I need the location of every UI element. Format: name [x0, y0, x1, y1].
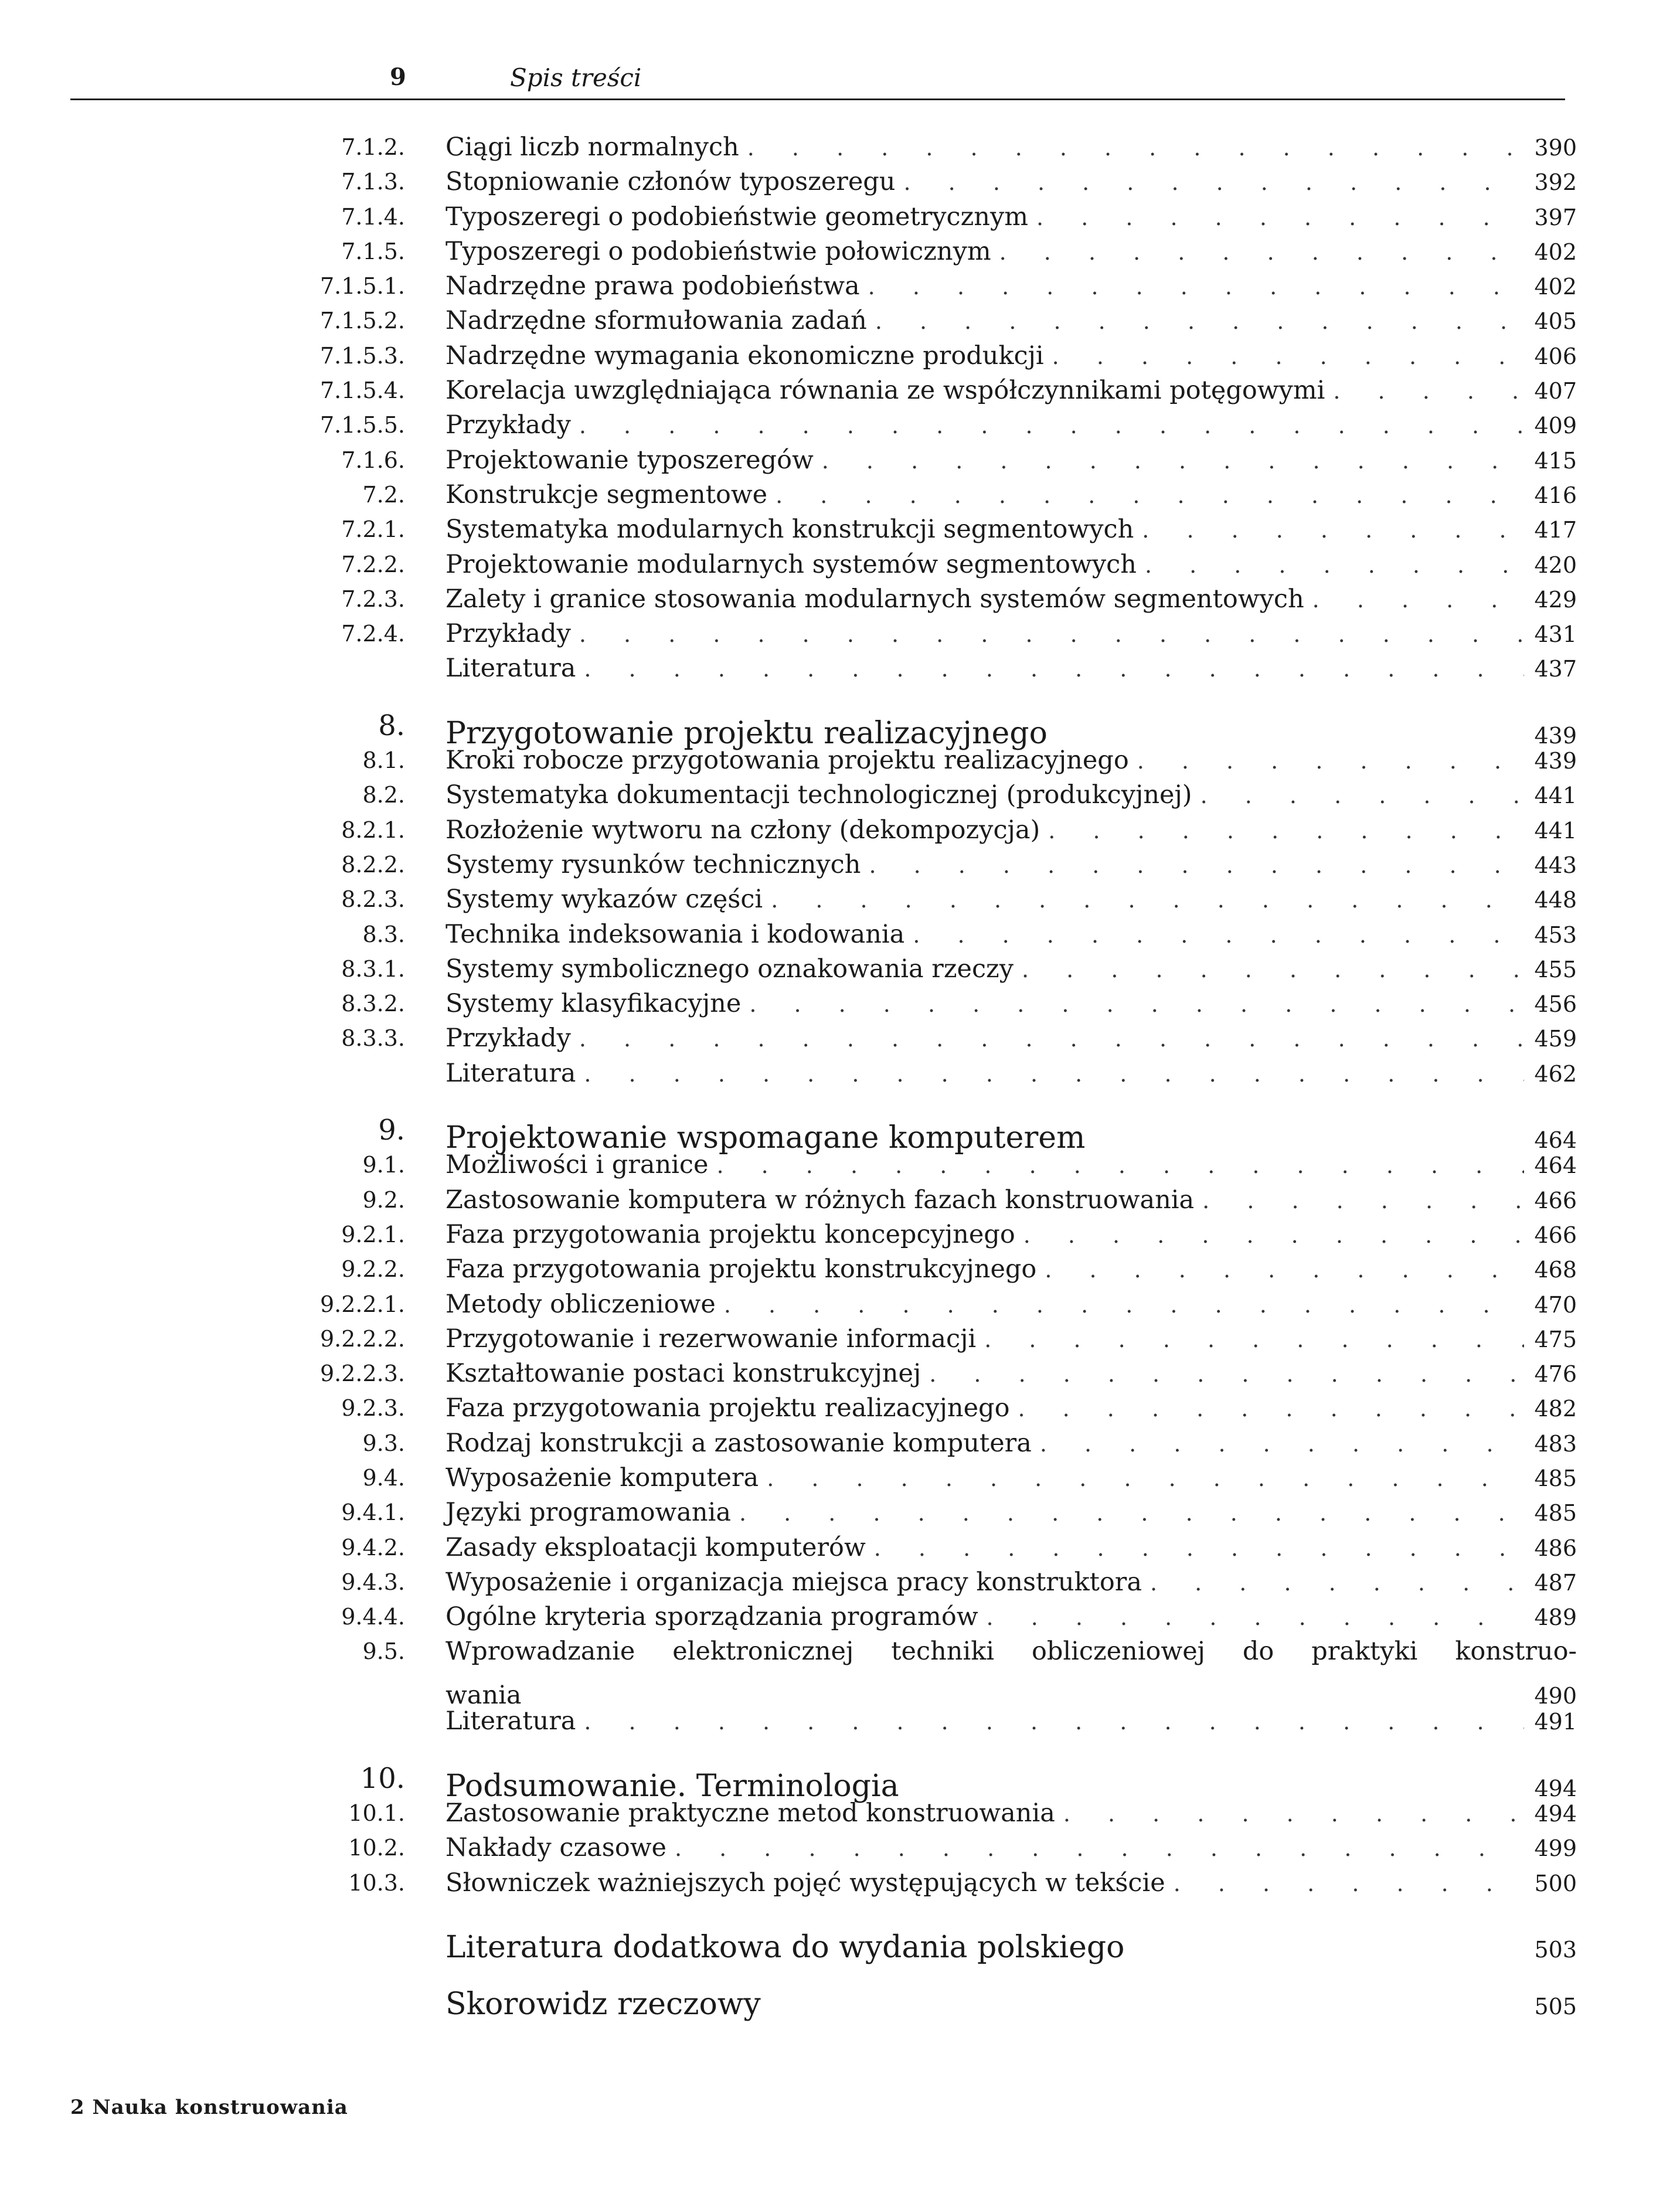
toc-entry-line [445, 1183, 1577, 1218]
toc-entry-page: 500 [1534, 1870, 1577, 1896]
footer-signature: 2 Nauka konstruowania [70, 2096, 348, 2119]
toc-entry-title: Podsumowanie. Terminologia [445, 1768, 899, 1804]
toc-entry [0, 1565, 1680, 1600]
toc-entry-line [445, 651, 1577, 686]
toc-entry-title-continuation: wania [445, 1681, 522, 1711]
toc-entry-page: 448 [1534, 887, 1577, 913]
toc-entry-line [445, 1322, 1577, 1357]
page-header [70, 63, 1565, 100]
toc-entry-number: 7.1.5.1. [319, 273, 405, 300]
toc-entry-title: Literatura [445, 1058, 576, 1088]
toc-entry [0, 1218, 1680, 1252]
toc-entry-title: Zasady eksploatacji komputerów [445, 1532, 866, 1562]
dot-leader [747, 131, 1524, 165]
toc-entry-page: 405 [1534, 308, 1577, 335]
toc-entry-number: 8.3.3. [341, 1025, 405, 1052]
toc-entry-page: 503 [1534, 1936, 1577, 1963]
toc-entry [0, 130, 1680, 165]
toc-entry [0, 1866, 1680, 1900]
dot-leader [999, 235, 1524, 270]
toc-entry [0, 1252, 1680, 1287]
toc-entry-number: 7.1.4. [341, 203, 405, 230]
toc-entry-number: 9.2.2.2. [319, 1325, 405, 1352]
toc-entry-title: Korelacja uwzględniająca równania ze współczynnikami potęgowymi [445, 376, 1325, 406]
toc-entry-title: Literatura dodatkowa do wydania polskiego [445, 1929, 1125, 1965]
dot-leader [530, 1669, 1524, 1704]
toc-entry [0, 1831, 1680, 1865]
toc-entry-line [445, 1531, 1577, 1566]
toc-entry-page: 431 [1534, 621, 1577, 648]
toc-entry [0, 778, 1680, 812]
dot-leader [771, 883, 1524, 917]
toc-entry-line [445, 1391, 1577, 1426]
toc-entry-number: 8.3.2. [341, 991, 405, 1017]
toc-entry-title: Nakłady czasowe [445, 1833, 666, 1863]
toc-entry-title: Przygotowanie projektu realizacyjnego [445, 715, 1048, 751]
dot-leader [1045, 1253, 1524, 1287]
toc-entry-line [445, 548, 1577, 583]
dot-leader [1150, 1566, 1524, 1600]
toc-entry-title: Rodzaj konstrukcji a zastosowanie komputera [445, 1428, 1032, 1458]
dot-leader [1333, 374, 1524, 409]
toc-entry-page: 490 [1534, 1683, 1577, 1709]
toc-entry-line [445, 478, 1577, 513]
toc-entry-number: 7.2.1. [341, 516, 405, 543]
toc-entry-page: 464 [1534, 1127, 1577, 1154]
toc-entry-line [445, 512, 1577, 548]
dot-leader [584, 1057, 1524, 1092]
toc-entry-page: 494 [1534, 1775, 1577, 1801]
toc-entry-number: 9.2.2.3. [319, 1361, 405, 1387]
dot-leader [716, 1148, 1524, 1183]
toc-entry [0, 1980, 1680, 2022]
toc-entry-number: 9.2.2.1. [319, 1291, 405, 1317]
toc-entry-line [445, 1704, 1577, 1739]
toc-entry-line [445, 408, 1577, 443]
toc-entry-title: Typoszeregi o podobieństwie połowicznym [445, 236, 991, 266]
toc-entry-line [445, 200, 1577, 235]
toc-entry-line [445, 778, 1577, 813]
toc-entry-page: 402 [1534, 274, 1577, 300]
toc-entry-line [445, 165, 1577, 200]
toc-entry [0, 1796, 1680, 1831]
toc-entry [0, 1461, 1680, 1495]
toc-entry-number: 10. [360, 1762, 405, 1795]
dot-leader [913, 918, 1524, 953]
toc-entry-title: Literatura [445, 1706, 576, 1736]
toc-entry-page: 441 [1534, 817, 1577, 844]
toc-entry-number: 9.2.3. [341, 1395, 405, 1422]
toc-entry-title: Nadrzędne sformułowania zadań [445, 306, 867, 336]
dot-leader [868, 270, 1524, 304]
toc-entry [0, 1148, 1680, 1182]
toc-entry-line [445, 1021, 1577, 1056]
dot-leader [874, 1531, 1524, 1566]
toc-entry-number: 7.2.2. [341, 551, 405, 577]
toc-entry-page: 417 [1534, 517, 1577, 543]
dot-leader [1142, 513, 1524, 548]
dot-leader [1145, 548, 1524, 583]
table-of-contents [0, 130, 1680, 2022]
toc-entry-line [445, 1831, 1577, 1866]
toc-entry-title: Nadrzędne wymagania ekonomiczne produkcji [445, 341, 1044, 370]
toc-entry-line [445, 743, 1577, 778]
dot-leader [579, 409, 1524, 443]
toc-entry-title: Konstrukcje segmentowe [445, 480, 768, 509]
dot-leader [869, 848, 1524, 883]
toc-entry [0, 582, 1680, 617]
dot-leader [584, 652, 1524, 686]
toc-entry [0, 987, 1680, 1021]
dot-leader [904, 165, 1525, 200]
toc-entry [0, 1113, 1680, 1156]
toc-entry-number: 8.1. [362, 747, 405, 774]
toc-entry [0, 339, 1680, 373]
toc-entry [0, 373, 1680, 408]
toc-entry-number: 8.2. [362, 782, 405, 808]
header-page-number: 9 [390, 63, 406, 91]
toc-entry-page: 483 [1534, 1430, 1577, 1457]
toc-entry-number: 9.3. [362, 1430, 405, 1456]
toc-entry [0, 1495, 1680, 1530]
dot-leader [767, 1461, 1524, 1496]
toc-entry-page: 485 [1534, 1500, 1577, 1526]
toc-entry-page: 505 [1534, 1994, 1577, 2020]
toc-entry-title: Skorowidz rzeczowy [445, 1987, 761, 2022]
toc-entry-number: 9.4.2. [341, 1534, 405, 1560]
toc-entry-page: 489 [1534, 1604, 1577, 1631]
toc-entry-number: 9.2.2. [341, 1256, 405, 1283]
toc-entry [0, 1391, 1680, 1426]
dot-leader [1093, 1113, 1524, 1148]
toc-entry-page: 407 [1534, 378, 1577, 404]
toc-entry-page: 402 [1534, 239, 1577, 265]
toc-entry-page: 482 [1534, 1396, 1577, 1422]
toc-entry [0, 1322, 1680, 1356]
toc-entry-page: 455 [1534, 956, 1577, 982]
toc-entry-title: Możliwości i granice [445, 1150, 709, 1180]
toc-entry [0, 617, 1680, 651]
toc-entry [0, 548, 1680, 582]
toc-entry [0, 1183, 1680, 1218]
toc-entry-title: Faza przygotowania projektu koncepcyjnego [445, 1219, 1015, 1249]
toc-entry-number: 8.3. [362, 921, 405, 947]
dot-leader [749, 987, 1524, 1022]
toc-entry-title: Ogólne kryteria sporządzania programów [445, 1602, 978, 1632]
toc-entry-title: Systemy wykazów części [445, 885, 763, 914]
toc-entry-title: Technika indeksowania i kodowania [445, 919, 905, 949]
toc-entry-number: 8.2.1. [341, 817, 405, 843]
dot-leader [1312, 583, 1524, 617]
toc-entry-line [445, 443, 1577, 478]
toc-entry-line [445, 339, 1577, 374]
toc-entry-page: 406 [1534, 343, 1577, 369]
toc-entry-line [445, 1980, 1577, 2024]
toc-entry-page: 487 [1534, 1569, 1577, 1596]
toc-entry-title: Wprowadzanie elektronicznej techniki obliczeniowej do praktyki konstruo- [445, 1637, 1577, 1667]
dot-leader [1018, 1392, 1524, 1426]
toc-entry-page: 491 [1534, 1709, 1577, 1735]
toc-entry-title: Zastosowanie komputera w różnych fazach konstruowania [445, 1185, 1195, 1215]
toc-entry-number: 9.4.1. [341, 1500, 405, 1526]
dot-leader [1036, 200, 1524, 235]
dot-leader [929, 1357, 1524, 1392]
toc-entry [0, 165, 1680, 199]
toc-entry-title: Systemy klasyfikacyjne [445, 989, 742, 1019]
toc-entry-page: 462 [1534, 1060, 1577, 1087]
toc-entry-title: Zastosowanie praktyczne metod konstruowania [445, 1798, 1055, 1828]
toc-entry-title: Projektowanie modularnych systemów segmentowych [445, 549, 1137, 579]
toc-entry [0, 1923, 1680, 1965]
toc-entry-title: Typoszeregi o podobieństwie geometrycznym [445, 202, 1029, 232]
dot-leader [1063, 1797, 1524, 1831]
dot-leader [1056, 709, 1524, 743]
toc-entry [0, 1356, 1680, 1391]
toc-entry-title: Wyposażenie komputera [445, 1463, 759, 1492]
toc-entry-page: 429 [1534, 586, 1577, 613]
toc-entry [0, 512, 1680, 547]
toc-entry [0, 408, 1680, 443]
toc-entry-number: 10.2. [348, 1835, 405, 1861]
toc-entry [0, 443, 1680, 478]
toc-entry-line [445, 1148, 1577, 1183]
dot-leader [579, 1022, 1524, 1056]
toc-entry-title: Przygotowanie i rezerwowanie informacji [445, 1324, 977, 1354]
toc-entry [0, 1600, 1680, 1634]
dot-leader [984, 1322, 1524, 1357]
toc-entry-line [445, 1495, 1577, 1531]
toc-entry-title: Projektowanie wspomagane komputerem [445, 1120, 1086, 1156]
toc-entry [0, 651, 1680, 686]
toc-entry-number: 7.1.2. [341, 134, 405, 160]
dot-leader [724, 1288, 1524, 1322]
toc-entry-line [445, 269, 1577, 304]
toc-entry-number: 9.4. [362, 1464, 405, 1491]
dot-leader [987, 1600, 1524, 1635]
toc-entry-title: Ciągi liczb normalnych [445, 132, 739, 162]
toc-entry [0, 1634, 1680, 1711]
toc-entry-number: 9.1. [362, 1152, 405, 1178]
toc-entry-page: 420 [1534, 552, 1577, 578]
toc-entry-title: Zalety i granice stosowania modularnych systemów segmentowych [445, 584, 1304, 614]
toc-entry-line [445, 1923, 1577, 1967]
dot-leader [1133, 1923, 1524, 1957]
toc-entry-title: Stopniowanie członów typoszeregu [445, 167, 896, 197]
toc-entry-page: 456 [1534, 991, 1577, 1018]
toc-entry-title: Systematyka dokumentacji technologicznej (produkcyjnej) [445, 780, 1192, 810]
toc-entry-number: 7.1.5. [341, 238, 405, 264]
toc-entry-number: 7.2. [362, 481, 405, 508]
toc-entry-title: Faza przygotowania projektu konstrukcyjnego [445, 1254, 1037, 1284]
toc-entry [0, 1287, 1680, 1322]
toc-entry [0, 1056, 1680, 1091]
toc-entry-line [445, 1056, 1577, 1092]
dot-leader [822, 444, 1524, 478]
toc-entry-number: 7.1.5.5. [319, 412, 405, 438]
toc-entry-line [445, 917, 1577, 953]
toc-entry-line [445, 848, 1577, 883]
toc-entry [0, 743, 1680, 778]
toc-entry-number: 7.1.5.2. [319, 308, 405, 334]
toc-entry-line [445, 1356, 1577, 1392]
toc-entry-page: 485 [1534, 1465, 1577, 1491]
toc-entry-number: 9.2. [362, 1186, 405, 1213]
dot-leader [769, 1980, 1524, 2014]
toc-entry-title: Przykłady [445, 1024, 571, 1053]
toc-entry-line [445, 1565, 1577, 1600]
toc-entry-number: 8. [378, 709, 405, 742]
toc-entry-line [445, 1252, 1577, 1287]
toc-entry [0, 478, 1680, 512]
dot-leader [584, 1705, 1524, 1739]
toc-entry-title: Faza przygotowania projektu realizacyjnego [445, 1393, 1010, 1423]
dot-leader [1052, 339, 1524, 374]
toc-entry-title: Słowniczek ważniejszych pojęć występujących w tekście [445, 1868, 1165, 1898]
toc-entry-title: Przykłady [445, 410, 571, 440]
toc-entry-number: 9. [378, 1114, 405, 1147]
toc-entry-line [445, 130, 1577, 165]
toc-entry-number: 10.3. [348, 1869, 405, 1896]
dot-leader [1023, 1218, 1524, 1253]
toc-entry-number: 7.1.5.3. [319, 342, 405, 369]
dot-leader [875, 304, 1524, 339]
toc-entry-page: 437 [1534, 656, 1577, 682]
toc-entry-number: 9.5. [362, 1638, 405, 1665]
toc-entry-page: 476 [1534, 1361, 1577, 1388]
toc-entry-title: Języki programowania [445, 1498, 731, 1528]
toc-entry-page: 475 [1534, 1326, 1577, 1352]
toc-entry-number: 9.4.4. [341, 1604, 405, 1630]
toc-entry-page: 409 [1534, 413, 1577, 439]
toc-entry-title: Systematyka modularnych konstrukcji segmentowych [445, 515, 1134, 545]
toc-entry [0, 1704, 1680, 1739]
dot-leader [739, 1496, 1524, 1531]
dot-leader [776, 478, 1524, 513]
toc-entry [0, 848, 1680, 882]
toc-entry-page: 397 [1534, 204, 1577, 230]
toc-entry-page: 470 [1534, 1291, 1577, 1318]
toc-entry-page: 464 [1534, 1152, 1577, 1179]
toc-entry-page: 392 [1534, 169, 1577, 196]
toc-entry-page: 415 [1534, 447, 1577, 474]
toc-entry-page: 453 [1534, 922, 1577, 948]
toc-entry-line [445, 813, 1577, 848]
toc-entry-number: 8.2.2. [341, 851, 405, 878]
toc-entry-number: 9.4.3. [341, 1569, 405, 1595]
dot-leader [1174, 1866, 1524, 1901]
toc-entry-number: 9.2.1. [341, 1221, 405, 1247]
toc-entry-title: Wyposażenie i organizacja miejsca pracy konstruktora [445, 1567, 1142, 1597]
toc-entry-line [445, 617, 1577, 652]
toc-entry-number: 7.2.3. [341, 586, 405, 612]
toc-entry [0, 1531, 1680, 1565]
toc-entry-line [445, 1796, 1577, 1831]
toc-entry-title: Literatura [445, 654, 576, 684]
toc-entry [0, 917, 1680, 952]
header-title: Spis treści [510, 63, 642, 92]
toc-entry-page: 466 [1534, 1222, 1577, 1248]
toc-entry [0, 1762, 1680, 1804]
dot-leader [675, 1831, 1524, 1866]
toc-entry-title: Nadrzędne prawa podobieństwa [445, 271, 860, 301]
toc-entry-line [445, 1287, 1577, 1322]
toc-entry-page: 439 [1534, 748, 1577, 774]
toc-entry [0, 200, 1680, 234]
toc-entry-line [445, 373, 1577, 409]
toc-entry-page: 494 [1534, 1801, 1577, 1827]
dot-leader [1137, 744, 1524, 778]
toc-entry [0, 882, 1680, 917]
toc-entry-line [445, 304, 1577, 339]
toc-entry [0, 709, 1680, 751]
toc-entry-line [445, 1866, 1577, 1901]
toc-entry-line [445, 1600, 1577, 1635]
dot-leader [1202, 1184, 1524, 1218]
dot-leader [1048, 814, 1524, 848]
toc-entry-line [445, 1461, 1577, 1496]
toc-entry-line [445, 952, 1577, 987]
dot-leader [1201, 778, 1524, 813]
dot-leader [907, 1762, 1524, 1796]
toc-entry-line [445, 987, 1577, 1022]
toc-entry [0, 269, 1680, 304]
toc-entry-title: Kształtowanie postaci konstrukcyjnej [445, 1359, 921, 1389]
toc-entry [0, 1021, 1680, 1056]
toc-entry-line [445, 882, 1577, 917]
toc-entry-title: Projektowanie typoszeregów [445, 445, 814, 475]
toc-entry-page: 443 [1534, 852, 1577, 878]
toc-entry-number: 7.1.5.4. [319, 378, 405, 404]
toc-entry-number: 8.3.1. [341, 956, 405, 982]
toc-entry [0, 1426, 1680, 1461]
toc-entry-title: Systemy symbolicznego oznakowania rzeczy [445, 954, 1014, 984]
toc-entry-page: 416 [1534, 482, 1577, 508]
toc-entry-number: 7.2.4. [341, 621, 405, 647]
toc-entry-line [445, 1218, 1577, 1253]
toc-entry [0, 304, 1680, 338]
toc-entry-page: 468 [1534, 1257, 1577, 1283]
toc-entry-line [445, 234, 1577, 270]
dot-leader [1022, 953, 1524, 987]
toc-entry-line [445, 1426, 1577, 1461]
toc-entry-page: 441 [1534, 783, 1577, 809]
toc-entry-number: 7.1.6. [341, 447, 405, 473]
toc-entry-title: Metody obliczeniowe [445, 1289, 716, 1319]
toc-entry-page: 486 [1534, 1535, 1577, 1561]
toc-entry-number: 10.1. [348, 1800, 405, 1827]
toc-entry [0, 813, 1680, 848]
toc-entry-number: 7.1.3. [341, 169, 405, 195]
toc-entry-page: 499 [1534, 1835, 1577, 1862]
toc-entry [0, 234, 1680, 269]
toc-entry-page: 439 [1534, 722, 1577, 749]
toc-entry-title: Przykłady [445, 619, 571, 649]
toc-entry-page: 466 [1534, 1187, 1577, 1213]
toc-entry-title: Systemy rysunków technicznych [445, 849, 861, 879]
toc-entry-line [445, 582, 1577, 617]
toc-entry [0, 952, 1680, 987]
toc-entry-page: 459 [1534, 1026, 1577, 1052]
toc-entry-number: 8.2.3. [341, 886, 405, 913]
toc-entry-page: 390 [1534, 135, 1577, 161]
toc-entry-title: Rozłożenie wytworu na człony (dekompozycja) [445, 815, 1040, 845]
toc-entry-title: Kroki robocze przygotowania projektu realizacyjnego [445, 746, 1129, 776]
dot-leader [579, 617, 1524, 652]
dot-leader [1040, 1427, 1524, 1461]
